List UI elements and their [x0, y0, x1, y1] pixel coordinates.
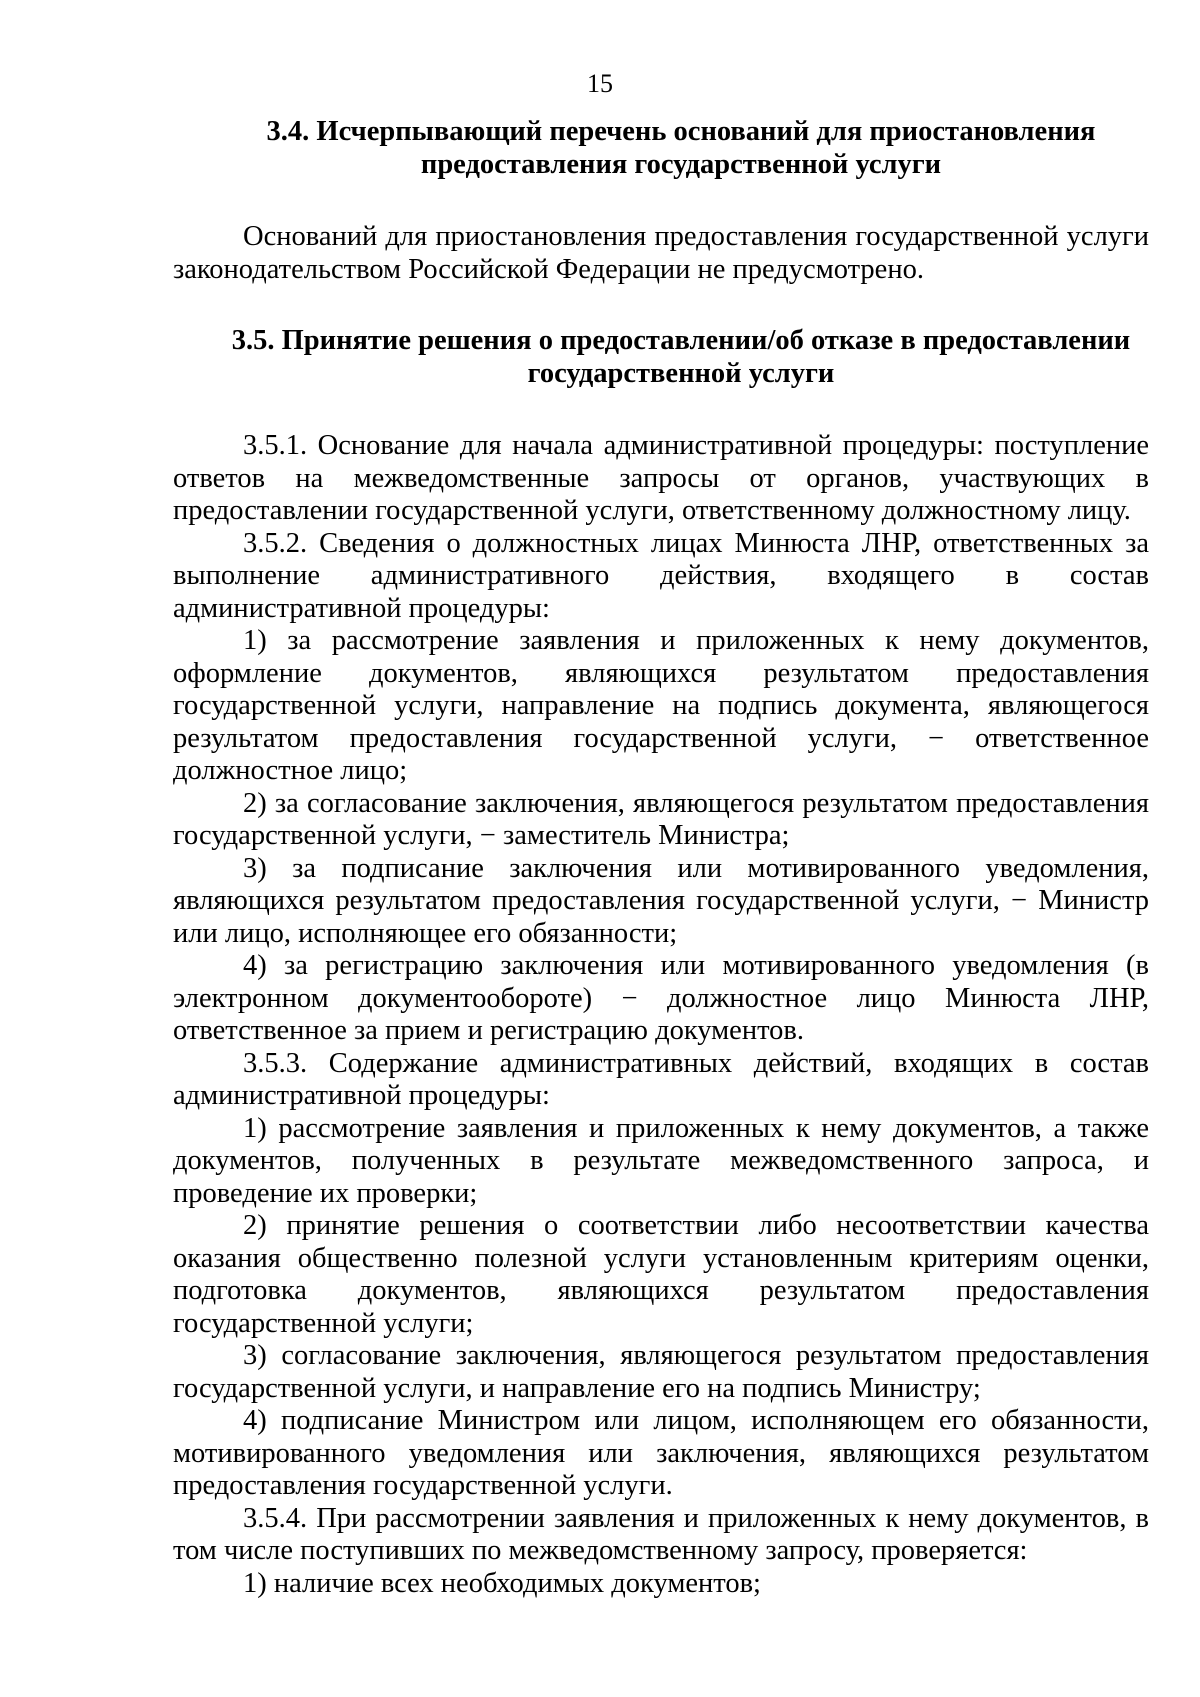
list-item-3-5-2-1: 1) за рассмотрение заявления и приложенных к нему документов, оформление документов, являющихся результатом предоставления государственной услуги, направление на подпись документа, являющегося результатом предоставления государственной услуги, − ответственное должностное лицо; — [173, 625, 1149, 786]
paragraph-3-5-2: 3.5.2. Сведения о должностных лицах Минюста ЛНР, ответственных за выполнение административного действия, входящего в состав административной процедуры: — [173, 527, 1149, 624]
list-item-3-5-3-2: 2) принятие решения о соответствии либо несоответствии качества оказания общественно полезной услуги установленным критериям оценки, подготовка документов, являющихся результатом предоставления государственной услуги; — [173, 1210, 1149, 1339]
list-item-3-5-2-4: 4) за регистрацию заключения или мотивированного уведомления (в электронном документообороте) − должностное лицо Минюста ЛНР, ответственное за прием и регистрацию документов. — [173, 950, 1149, 1046]
page-number: 15 — [587, 69, 613, 98]
section-3-4-heading: 3.4. Исчерпывающий перечень оснований для приостановления предоставления государственной услуги — [266, 116, 1096, 180]
paragraph-3-5-1: 3.5.1. Основание для начала административной процедуры: поступление ответов на межведомственные запросы от органов, участвующих в предоставлении государственной услуги, ответственному должностному лицу. — [173, 430, 1149, 526]
section-3-5-heading: 3.5. Принятие решения о предоставлении/об отказе в предоставлении государственной услуги — [231, 325, 1131, 389]
list-item-3-5-3-1: 1) рассмотрение заявления и приложенных к нему документов, а также документов, полученных в результате межведомственного запроса, и проведение их проверки; — [173, 1112, 1149, 1209]
section-3-4-paragraph: Оснований для приостановления предоставления государственной услуги законодательством Российской Федерации не предусмотрено. — [173, 221, 1149, 285]
list-item-3-5-3-4: 4) подписание Министром или лицом, исполняющем его обязанности, мотивированного уведомления или заключения, являющихся результатом предоставления государственной услуги. — [173, 1405, 1149, 1501]
list-item-3-5-2-2: 2) за согласование заключения, являющегося результатом предоставления государственной услуги, − заместитель Министра; — [173, 787, 1149, 851]
list-item-3-5-3-3: 3) согласование заключения, являющегося результатом предоставления государственной услуги, и направление его на подпись Министру; — [173, 1340, 1149, 1404]
paragraph-3-5-4: 3.5.4. При рассмотрении заявления и приложенных к нему документов, в том числе поступивших по межведомственному запросу, проверяется: — [173, 1502, 1149, 1566]
document-body — [173, 116, 1149, 1600]
list-item-3-5-4-1: 1) наличие всех необходимых документов; — [243, 1567, 761, 1599]
list-item-3-5-2-3: 3) за подписание заключения или мотивированного уведомления, являющихся результатом предоставления государственной услуги, − Министр или лицо, исполняющее его обязанности; — [173, 852, 1149, 949]
paragraph-3-5-3: 3.5.3. Содержание административных действий, входящих в состав административной процедуры: — [173, 1047, 1149, 1111]
